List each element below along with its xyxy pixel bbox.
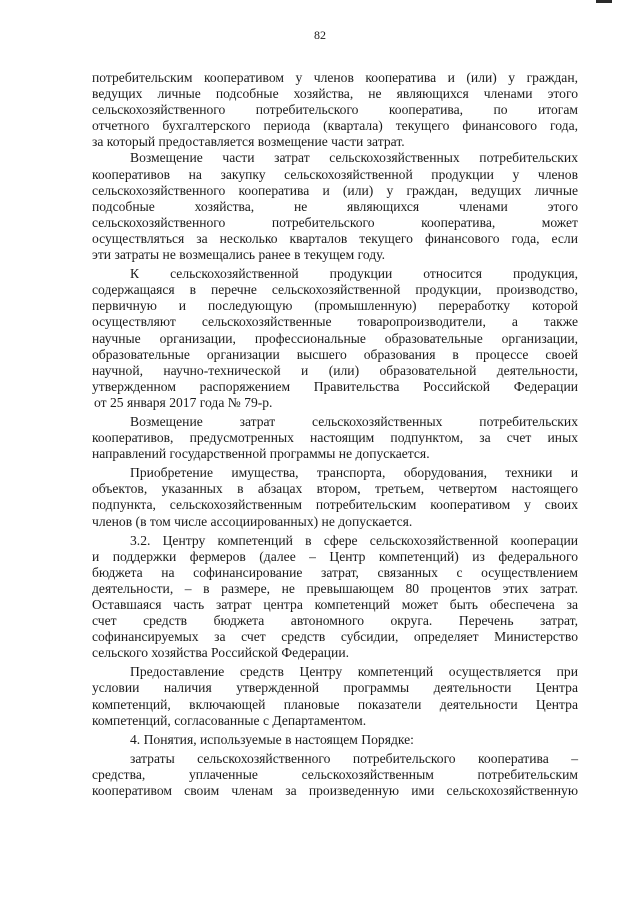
text-line: софинансируемых за счет средств субсидии, определяет Министерство <box>92 629 578 645</box>
text-line: содержащаяся в перечне сельскохозяйственной продукции, производство, <box>92 282 578 298</box>
text-line: эти затраты не возмещались ранее в текущем году. <box>92 247 385 263</box>
text-line: сельского хозяйства Российской Федерации. <box>92 645 349 661</box>
text-line: кооперативом своим членам за произведенную ими сельскохозяйственную <box>92 783 578 799</box>
text-line: 3.2. Центру компетенций в сфере сельскохозяйственной кооперации <box>130 532 578 548</box>
text-line: утвержденном распоряжением Правительства Российской Федерации <box>92 378 578 394</box>
text-line: Предоставление средств Центру компетенций осуществляется при <box>130 664 578 680</box>
text-line: осуществляют сельскохозяйственные товаропроизводители, а также <box>92 314 578 330</box>
text-line: членов (в том числе ассоциированных) не допускается. <box>92 513 413 529</box>
text-line: Возмещение части затрат сельскохозяйственных потребительских <box>130 150 578 166</box>
text-line: Приобретение имущества, транспорта, оборудования, техники и <box>130 465 578 481</box>
page-number: 82 <box>314 28 326 42</box>
text-line: счет средств бюджета автономного округа. Перечень затрат, <box>92 613 578 629</box>
text-line: и поддержки фермеров (далее – Центр компетенций) из федерального <box>92 548 578 564</box>
text-line: ведущих личные подсобные хозяйства, не являющихся членами этого <box>92 86 578 102</box>
scan-edge-mark <box>596 0 612 3</box>
text-line: сельскохозяйственного потребительского кооператива, по итогам <box>92 102 578 118</box>
text-line: подпункта, сельскохозяйственным потребительским кооперативом у своих <box>92 497 578 513</box>
text-line: 4. Понятия, используемые в настоящем Порядке: <box>130 731 414 747</box>
text-line: кооперативов, предусмотренных настоящим подпунктом, за счет иных <box>92 430 578 446</box>
text-line: осуществляться за несколько кварталов текущего финансового года, если <box>92 230 578 246</box>
text-line: компетенций, включающей плановые показатели деятельности Центра <box>92 696 578 712</box>
text-line: К сельскохозяйственной продукции относится продукция, <box>130 266 578 282</box>
text-line: потребительским кооперативом у членов кооператива и (или) у граждан, <box>92 70 578 85</box>
text-line: первичную и последующую (промышленную) переработку которой <box>92 298 578 314</box>
text-line: условии наличия утвержденной программы деятельности Центра <box>92 680 578 696</box>
text-line: Возмещение затрат сельскохозяйственных потребительских <box>130 413 578 429</box>
text-line: средства, уплаченные сельскохозяйственным потребительским <box>92 766 578 782</box>
text-line: Оставшаяся часть затрат центра компетенций может быть обеспечена за <box>92 597 578 612</box>
text-line: образовательные организации высшего образования в процессе своей <box>92 346 578 362</box>
text-line: объектов, указанных в абзацах втором, третьем, четвертом настоящего <box>92 481 578 497</box>
text-line: за который предоставляется возмещение части затрат. <box>92 134 405 150</box>
document-body <box>92 70 578 799</box>
text-line: сельскохозяйственного кооператива и (или) у граждан, ведущих личные <box>92 182 578 198</box>
text-line: кооперативов на закупку сельскохозяйственной продукции у членов <box>92 166 578 182</box>
text-line: затраты сельскохозяйственного потребительского кооператива – <box>130 750 578 766</box>
text-line: бюджета на софинансирование затрат, связанных с осуществлением <box>92 564 578 580</box>
text-line: научной, научно-технической и (или) образовательной деятельности, <box>92 362 578 378</box>
text-line: направлений государственной программы не допускается. <box>92 446 430 462</box>
text-line: деятельности, – в размере, не превышающем 80 процентов этих затрат. <box>92 580 578 596</box>
text-line: научные организации, профессиональные образовательные организации, <box>92 330 578 346</box>
text-line: подсобные хозяйства, не являющихся членами этого <box>92 198 578 214</box>
text-line: компетенций, согласованные с Департаментом. <box>92 712 367 728</box>
text-line: сельскохозяйственного потребительского кооператива, может <box>92 214 578 230</box>
text-line: отчетного бухгалтерского периода (квартала) текущего финансового года, <box>92 118 578 134</box>
text-line: от 25 января 2017 года № 79-р. <box>94 394 273 410</box>
